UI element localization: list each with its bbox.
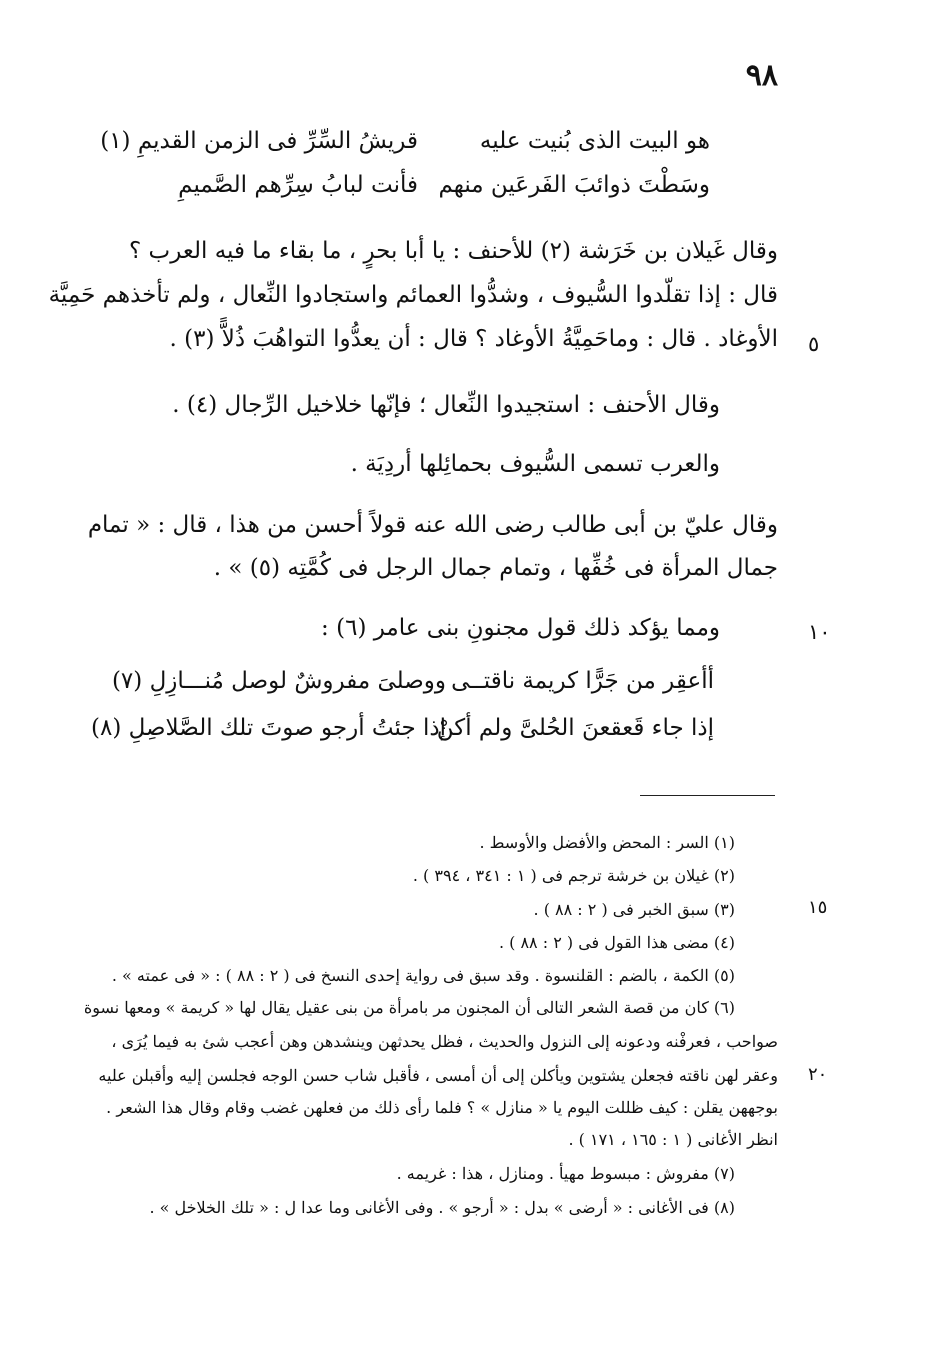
footnote-line: وعقر لهن ناقته فجعلن يشتوين ويأكلن إلى أن أمسى ، فأقبل شاب حسن الوجه فجلسن إليه وأقبلن عليه [98,1066,778,1085]
paragraph-line: ومما يؤكد ذلك قول مجنونِ بنى عامر (٦) : [321,615,720,641]
paragraph-line: والعرب تسمى السُّيوف بحمائِلها أردِيَة . [350,451,720,477]
poem-hemistich-right: هو البيت الذى بُنيت عليه [479,128,710,154]
paragraph-line: جمال المرأة فى خُفِّها ، وتمام جمال الرجل فى كُمَّتِه (٥) » . [213,555,778,581]
poem-line [170,172,710,212]
paragraph-line: الأوغاد . قال : وماحَمِيَّةُ الأوغاد ؟ قال : أن يعدُّوا التواهُبَ ذُلاًّ (٣) . [169,326,778,352]
footnote-line: (٧) مفروش : مبسوط مهيأ . ومنازل ، هذا : غريمه . [396,1164,735,1183]
paragraph-line: وقال غَيلان بن خَرَشة (٢) للأحنف : يا أبا بحرٍ ، ما بقاء ما فيه العرب ؟ [129,238,778,264]
poem-hemistich-left: إذا جئتُ أرجو صوتَ تلك الصَّلاصِلِ (٨) [90,715,446,741]
poem-hemistich-left: ووصلىَ مفروشٌ لوصل مُنـــازِلِ (٧) [111,668,446,694]
poem-hemistich-right: إذا جاء قَعقعنَ الحُلىَّ ولم أكنْ [436,715,714,741]
margin-line-number: ١٥ [808,897,828,918]
margin-line-number: ٥ [808,332,820,356]
margin-line-number: ٢٠ [808,1064,828,1085]
margin-line-number: ١٠ [808,620,831,644]
footnote-line: انظر الأغانى ( ١ : ١٦٥ ، ١٧١ ) . [568,1130,778,1149]
poem-line [100,128,710,168]
footnote-separator [640,795,775,796]
poem-hemistich-left: قريشُ السِّرِّ فى الزمن القديمِ (١) [100,128,418,154]
poem-hemistich-left: فأنت لبابُ سِرِّهم الصَّميمِ [178,172,418,198]
footnote-line: (٨) فى الأغانى : « أرضى » بدل : « أرجو » . وفى الأغانى وما عدا ل : « تلك الخلاخل » . [149,1198,735,1217]
poem-hemistich-right: أأعقِر من جَرًّا كريمة ناقتــى [451,668,714,694]
paragraph-line: وقال عليّ بن أبى طالب رضى الله عنه قولاً أحسن من هذا ، قال : « تمام [87,512,778,538]
footnote-line: (١) السر : المحض والأفضل والأوسط . [479,833,735,852]
poem-line [111,668,714,708]
page-number: ٩٨ [745,58,778,93]
footnote-line: (٤) مضى هذا القول فى ( ٢ : ٨٨ ) . [498,933,735,952]
poem-hemistich-right: وسَطْتَ ذوائبَ الفَرعَين منهم [438,172,710,198]
footnote-line: (٢) غيلان بن خرشة ترجم فى ( ١ : ٣٤١ ، ٣٩٤ ) . [412,866,735,885]
footnote-line: (٦) كان من قصة الشعر التالى أن المجنون مر بامرأة من بنى عقيل يقال لها « كريمة » ومعها نسوة [83,998,735,1017]
paragraph-line: قال : إذا تقلّدوا السُّيوف ، وشدُّوا العمائم واستجادوا النِّعال ، ولم تأخذهم حَمِيَّة [48,282,778,308]
footnote-line: صواحب ، فعرفْنه ودعونه إلى النزول والحديث ، فظل يحدثهن وينشدهن وهن أعجب شئ به فيما يُرَى ، [111,1032,778,1051]
paragraph-line: وقال الأحنف : استجيدوا النِّعال ؛ فإنّها خلاخيل الرِّجال (٤) . [172,392,720,418]
poem-line [90,715,714,755]
footnote-line: بوجههن يقلن : كيف ظللت اليوم يا « منازل » ؟ فلما رأى ذلك من فعلهن غضب وقام وقال هذا الشعر . [106,1098,778,1117]
footnote-line: (٥) الكمة ، بالضم : القلنسوة . وقد سبق فى رواية إحدى النسخ فى ( ٢ : ٨٨ ) : « فى عمته » . [111,966,735,985]
footnote-line: (٣) سبق الخبر فى ( ٢ : ٨٨ ) . [533,900,735,919]
